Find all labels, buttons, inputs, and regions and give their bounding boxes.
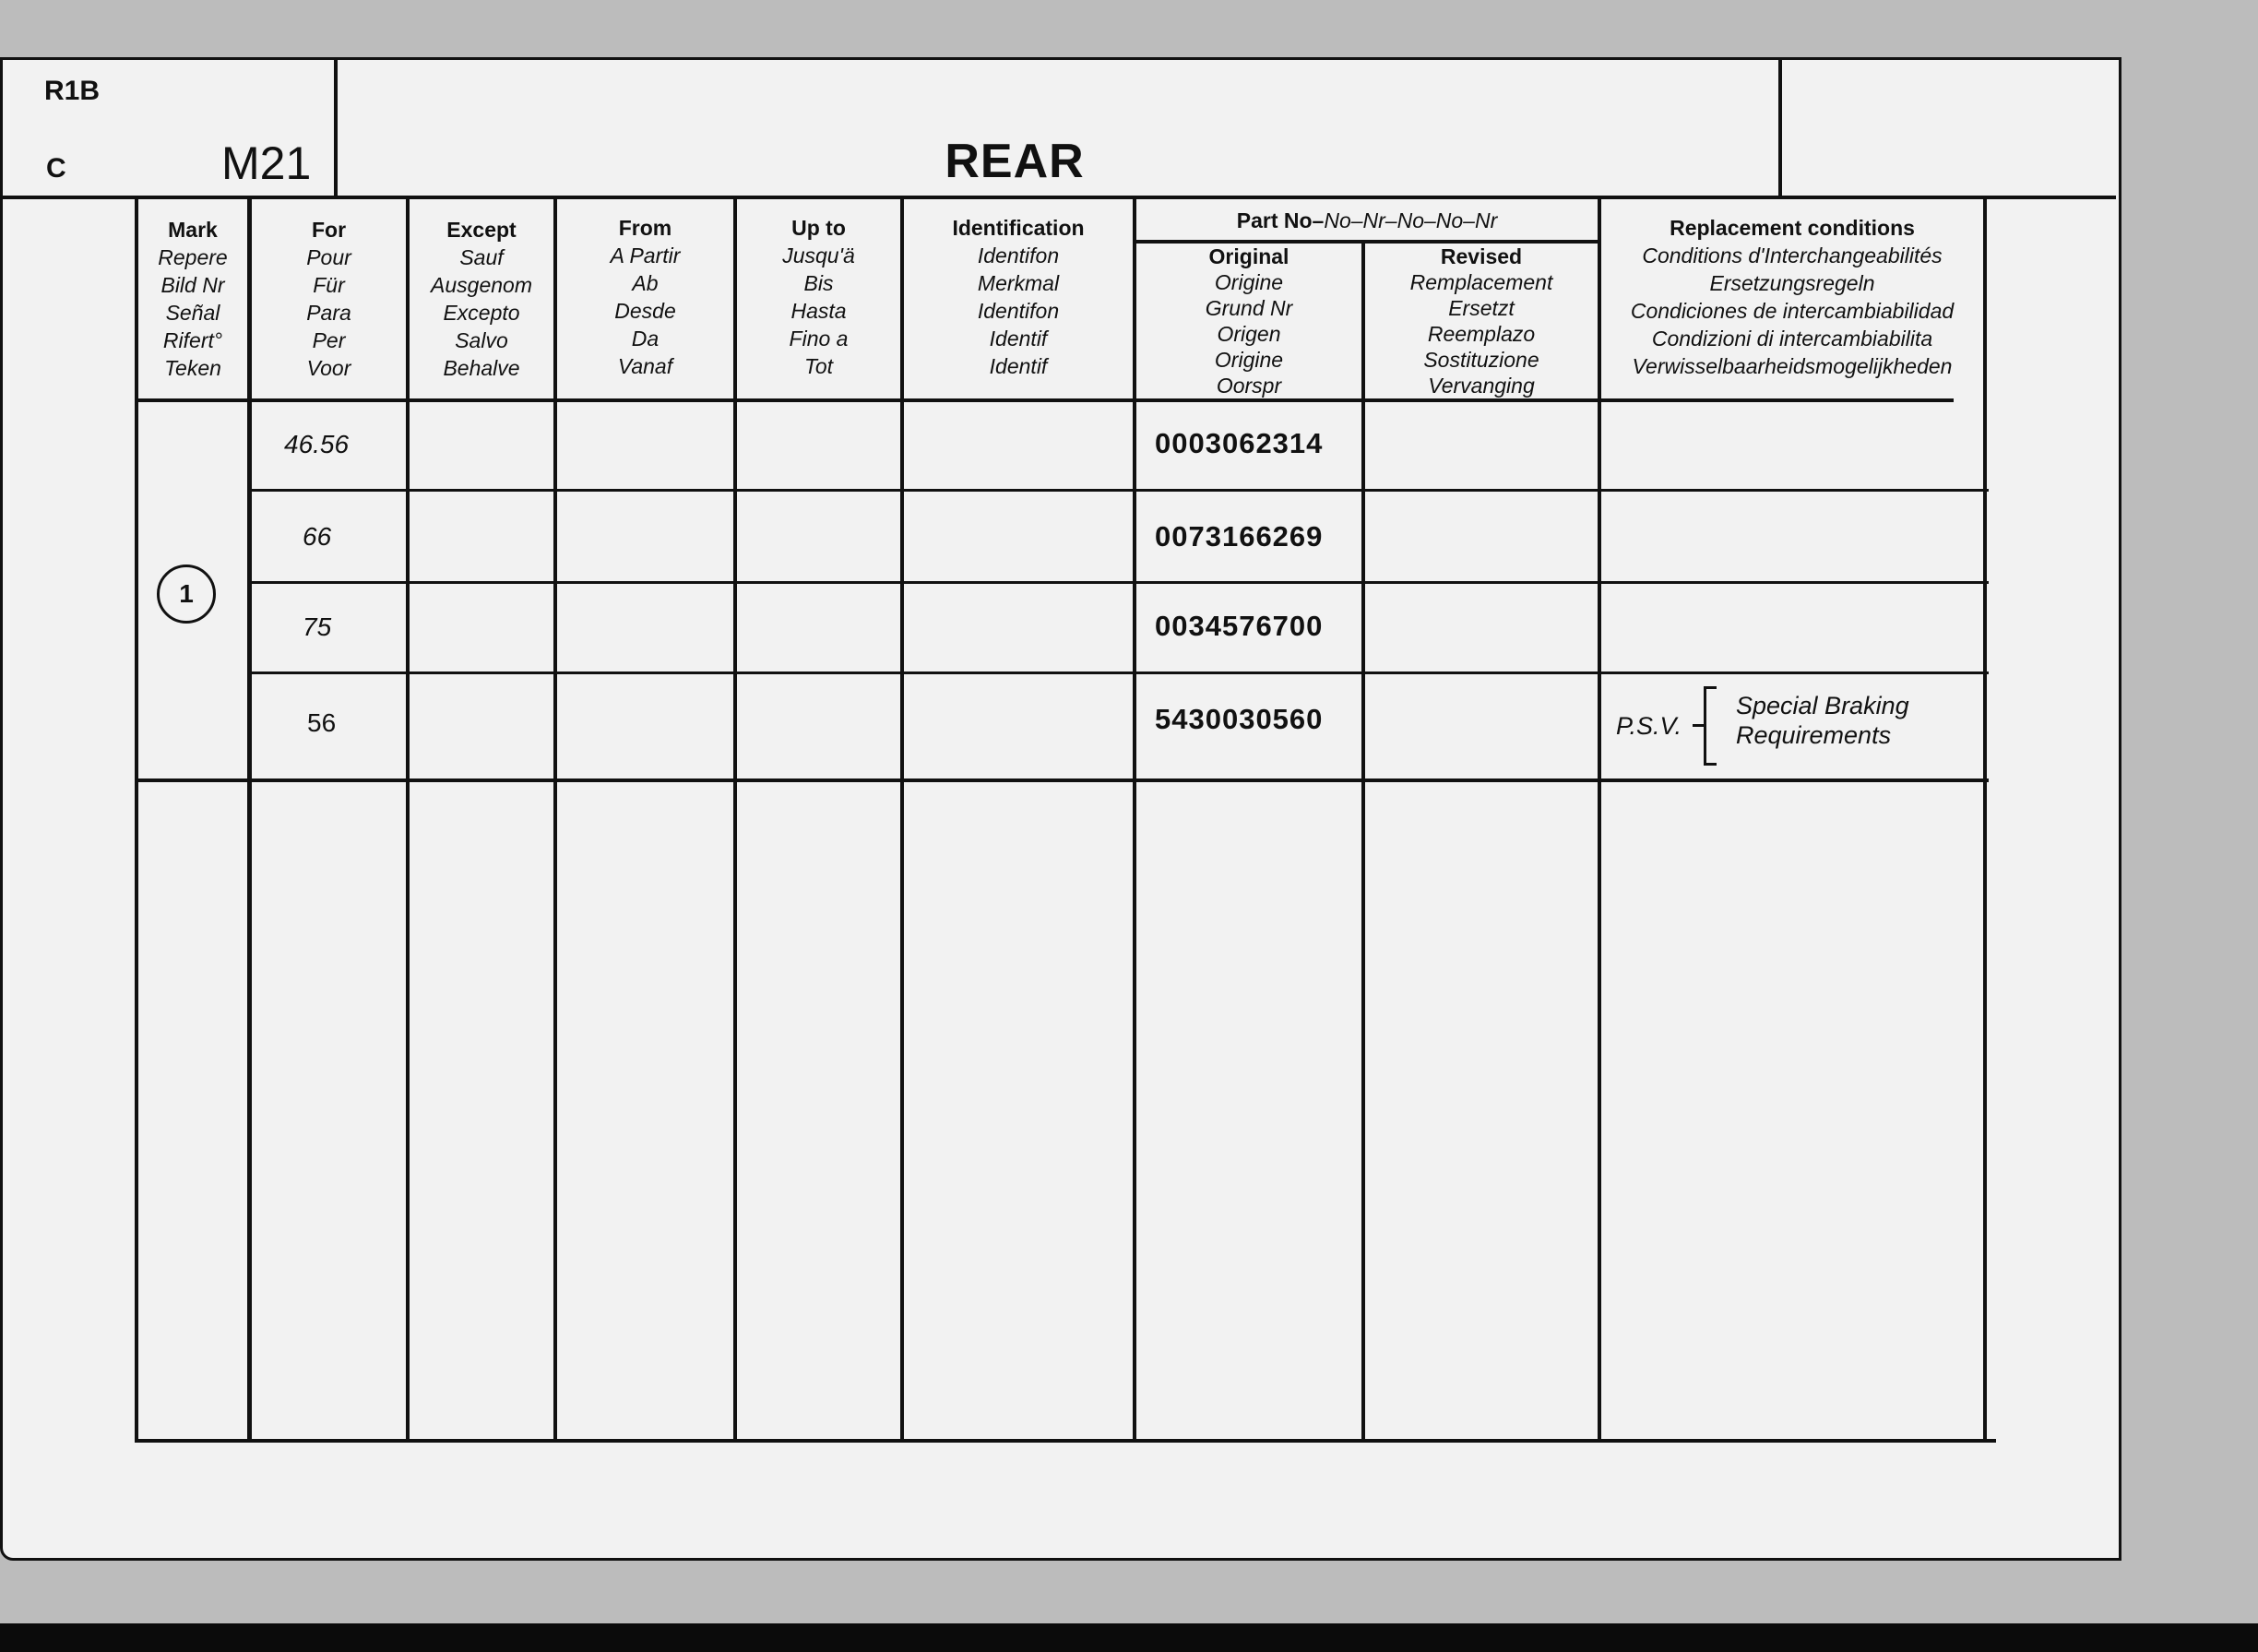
row-4-for: 56: [307, 708, 337, 737]
col-header-from: From A Partir Ab Desde Da Vanaf: [610, 216, 681, 378]
row-4-original: 5430030560: [1155, 703, 1324, 735]
note-bracket: [1704, 686, 1717, 766]
code-left: C: [46, 153, 66, 184]
scan-bottom-edge: [0, 1623, 2258, 1652]
col-line-5: [900, 197, 904, 1443]
row-rule-2: [249, 581, 1989, 584]
col-header-original: Original Origine Grund Nr Origen Origine Oorspr: [1205, 244, 1293, 398]
code-top: R1B: [44, 76, 101, 106]
col-header-replacement: Replacement conditions Conditions d'Interchangeabilités Ersetzungsregeln Condiciones de intercambiabilidad Condizioni di intercambiabilita Verwisselbaarheidsmogelijkheden: [1630, 216, 1955, 378]
col-header-revised: Revised Remplacement Ersetzt Reemplazo Sostituzione Vervanging: [1409, 244, 1553, 398]
note-line-2: Requirements: [1736, 721, 1892, 749]
col-header-except: Except Sauf Ausgenom Excepto Salvo Behalve: [431, 218, 532, 380]
col-header-up-to: Up to Jusqu'ä Bis Hasta Fino a Tot: [782, 216, 855, 378]
row-3-original: 0034576700: [1155, 610, 1324, 642]
col-line-1: [247, 197, 252, 1443]
col-line-9: [1983, 197, 1987, 1443]
col-line-8: [1598, 197, 1601, 1443]
col-header-part-no: Part No–No–Nr–No–No–Nr: [1236, 208, 1498, 232]
table-bottom-rule: [135, 1439, 1996, 1443]
model-code: M21: [221, 137, 312, 189]
row-1-for: 46.56: [284, 430, 350, 458]
header-divider-right: [1778, 57, 1782, 197]
mark-circle: 1: [157, 565, 216, 624]
col-line-4: [733, 197, 737, 1443]
row-rule-1: [249, 489, 1989, 492]
col-line-2: [406, 197, 410, 1443]
row-1-original: 0003062314: [1155, 427, 1324, 459]
note-line-1: Special Braking: [1736, 692, 1909, 719]
row-3-for: 75: [303, 612, 332, 641]
col-header-mark: Mark Repere Bild Nr Señal Rifert° Teken: [158, 218, 228, 380]
note-prefix: P.S.V.: [1616, 712, 1682, 740]
header-bottom-rule: [0, 196, 2116, 199]
col-line-7: [1361, 242, 1365, 1443]
col-line-3: [553, 197, 557, 1443]
note-bracket-tick: [1693, 724, 1704, 727]
page-title: REAR: [945, 135, 1085, 188]
header-divider-left: [334, 57, 338, 197]
row-2-original: 0073166269: [1155, 520, 1324, 553]
row-rule-3: [249, 671, 1989, 674]
row-rule-4: [135, 778, 1989, 782]
row-2-for: 66: [303, 522, 332, 551]
col-header-identification: Identification Identifon Merkmal Identifon Identif Identif: [952, 216, 1085, 378]
col-line-0: [135, 197, 138, 1443]
col-header-for: For Pour Für Para Per Voor: [306, 218, 351, 380]
